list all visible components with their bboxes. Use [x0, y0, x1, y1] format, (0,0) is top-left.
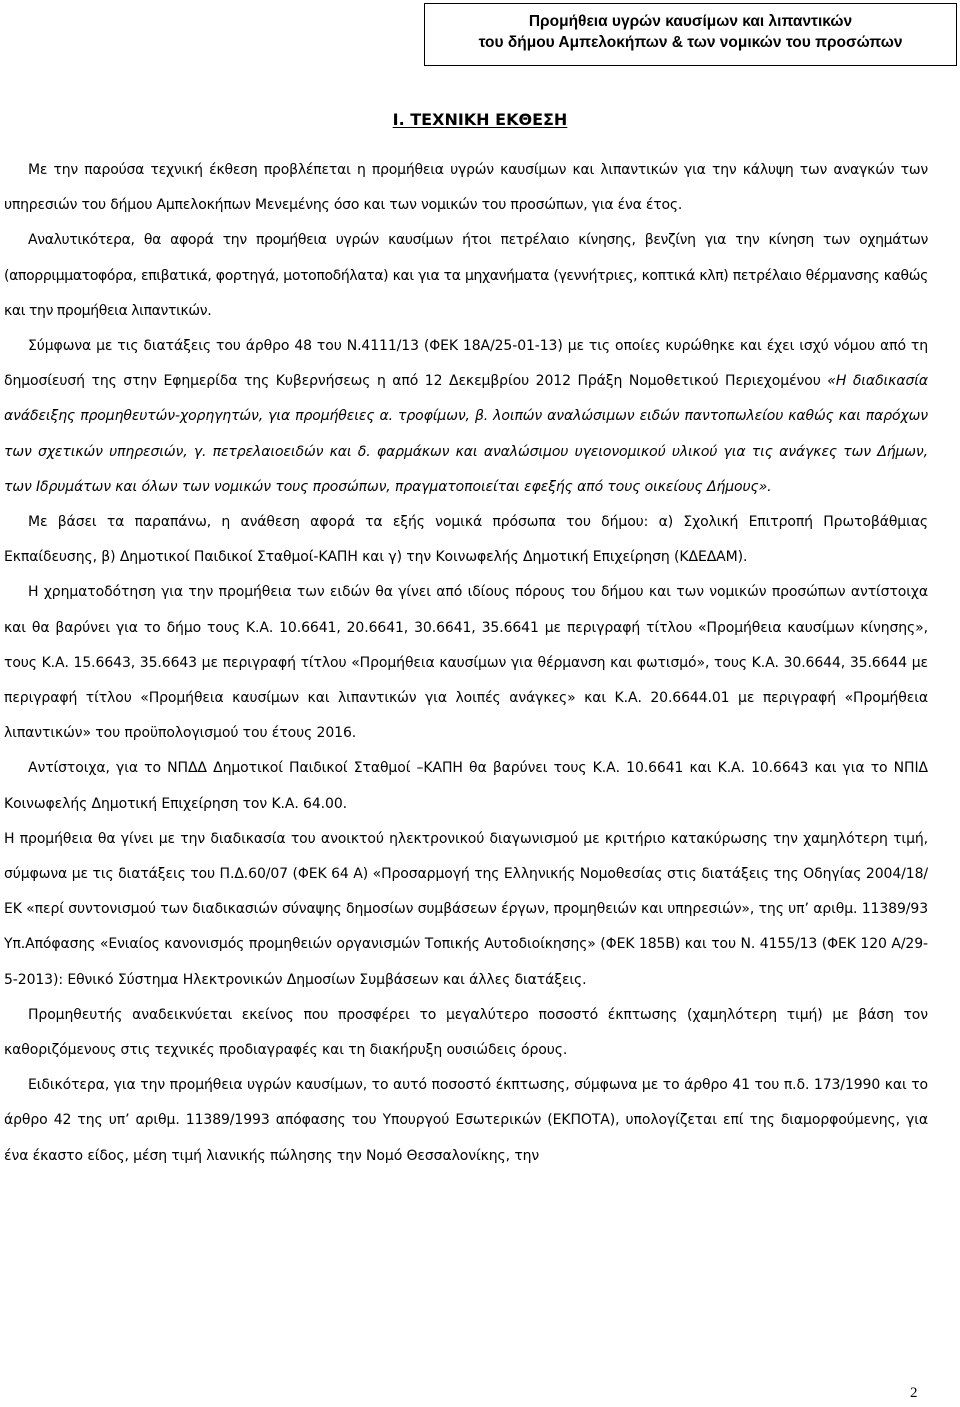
paragraph-purpose: Με την παρούσα τεχνική έκθεση προβλέπεται η προμήθεια υγρών καυσίμων και λιπαντικών για την κάλυψη των αναγκών των υπηρεσιών του δήμου Αμπελοκήπων Μενεμένης όσο και των νομικών του προσώπων, για ένα έτος. [4, 162, 928, 214]
paragraph-fuel-details: Αναλυτικότερα, θα αφορά την προμήθεια υγρών καυσίμων ήτοι πετρέλαιο κίνησης, βενζίνη για την κίνηση των οχημάτων (απορριμματοφόρα, επιβατικά, φορτηγά, μοτοποδήλατα) και για τα μηχανήματα (γεννήτριες, κοπτικά κλπ) πετρέλαιο θέρμανσης καθώς και την προμήθεια λιπαντικών. [4, 232, 928, 319]
document-body [4, 153, 928, 1174]
paragraph-legal-entities: Με βάσει τα παραπάνω, η ανάθεση αφορά τα εξής νομικά πρόσωπα του δήμου: α) Σχολική Επιτροπή Πρωτοβάθμιας Εκπαίδευσης, β) Δημοτικοί Παιδικοί Σταθμοί-ΚΑΠΗ και γ) την Κοινωφελής Δημοτική Επιχείρηση (ΚΔΕΔΑΜ). [4, 514, 928, 566]
document-header-box [424, 3, 957, 66]
paragraph-funding-entities: Αντίστοιχα, για το ΝΠΔΔ Δημοτικοί Παιδικοί Σταθμοί –ΚΑΠΗ θα βαρύνει τους Κ.Α. 10.6641 και Κ.Α. 10.6643 και για το ΝΠΙΔ Κοινωφελής Δημοτική Επιχείρηση τον Κ.Α. 64.00. [4, 760, 928, 812]
paragraph-funding: Η χρηματοδότηση για την προμήθεια των ειδών θα γίνει από ιδίους πόρους του δήμου και των νομικών προσώπων αντίστοιχα και θα βαρύνει για το δήμο τους Κ.Α. 10.6641, 20.6641, 30.6641, 35.6641 με περιγραφή τίτλου «Προμήθεια καυσίμων κίνησης», τους Κ.Α. 15.6643, 35.6643 με περιγραφή τίτλου «Προμήθεια καυσίμων για θέρμανση και φωτισμό», τους Κ.Α. 30.6644, 35.6644 με περιγραφή τίτλου «Προμήθεια καυσίμων και λιπαντικών για λοιπές ανάγκες» και Κ.Α. 20.6644.01 με περιγραφή «Προμήθεια λιπαντικών» του προϋπολογισμού του έτους 2016. [4, 584, 928, 742]
paragraph-supplier-selection: Προμηθευτής αναδεικνύεται εκείνος που προσφέρει το μεγαλύτερο ποσοστό έκπτωσης (χαμηλότερη τιμή) με βάση τον καθοριζόμενους στις τεχνικές προδιαγραφές και τη διακήρυξη ουσιώδεις όρους. [4, 1006, 928, 1059]
section-title-text: Ι. ΤΕΧΝΙΚΗ ΕΚΘΕΣΗ [392, 110, 568, 129]
paragraph-legal-basis [4, 329, 928, 505]
section-title [0, 108, 960, 132]
page-number: 2 [910, 1385, 918, 1401]
legal-basis-text: Σύμφωνα με τις διατάξεις του άρθρο 48 του Ν.4111/13 (ΦΕΚ 18Α/25-01-13) με τις οποίες κυρώθηκε και έχει ισχύ νόμου από τη δημοσίευσή της στην Εφημερίδα της Κυβερνήσεως η από 12 Δεκεμβρίου 2012 Πράξη Νομοθετικού Περιεχομένου [4, 338, 928, 390]
header-title-line-2: του δήμου Αμπελοκήπων & των νομικών του προσώπων [478, 34, 903, 51]
header-title-line-1: Προμήθεια υγρών καυσίμων και λιπαντικών [528, 13, 853, 30]
paragraph-discount-details: Ειδικότερα, για την προμήθεια υγρών καυσίμων, το αυτό ποσοστό έκπτωσης, σύμφωνα με το άρθρο 41 του π.δ. 173/1990 και το άρθρο 42 της υπ’ αριθμ. 11389/1993 απόφασης του Υπουργού Εσωτερικών (ΕΚΠΟΤΑ), υπολογίζεται επί της διαμορφούμενης, για ένα έκαστο είδος, μέση τιμή λιανικής πώλησης την Νομό Θεσσαλονίκης, την [4, 1077, 928, 1164]
legal-quote: «Η διαδικασία ανάδειξης προμηθευτών-χορηγητών, για προμήθειες α. τροφίμων, β. λοιπών αναλώσιμων ειδών παντοπωλείου καθώς και παρόχων των σχετικών υπηρεσιών, γ. πετρελαιοειδών και δ. φαρμάκων και αναλώσιμου υγειονομικού υλικού για τις ανάγκες των Δήμων, των Ιδρυμάτων και όλων των νομικών τους προσώπων, πραγματοποιείται εφεξής από τους οικείους Δήμους». [4, 373, 928, 495]
paragraph-procedure: Η προμήθεια θα γίνει με την διαδικασία του ανοικτού ηλεκτρονικού διαγωνισμού με κριτήριο κατακύρωσης την χαμηλότερη τιμή, σύμφωνα με τις διατάξεις του Π.Δ.60/07 (ΦΕΚ 64 Α) «Προσαρμογή της Ελληνικής Νομοθεσίας στις διατάξεις της Οδηγίας 2004/18/ΕΚ «περί συντονισμού των διαδικασιών σύναψης δημοσίων συμβάσεων έργων, προμηθειών και υπηρεσιών», της υπ’ αριθμ. 11389/93 Υπ.Απόφασης «Ενιαίος κανονισμός προμηθειών οργανισμών Τοπικής Αυτοδιοίκησης» (ΦΕΚ 185Β) και του Ν. 4155/13 (ΦΕΚ 120 Α/29-5-2013): Εθνικό Σύστημα Ηλεκτρονικών Δημοσίων Συμβάσεων και άλλες διατάξεις. [4, 830, 928, 988]
